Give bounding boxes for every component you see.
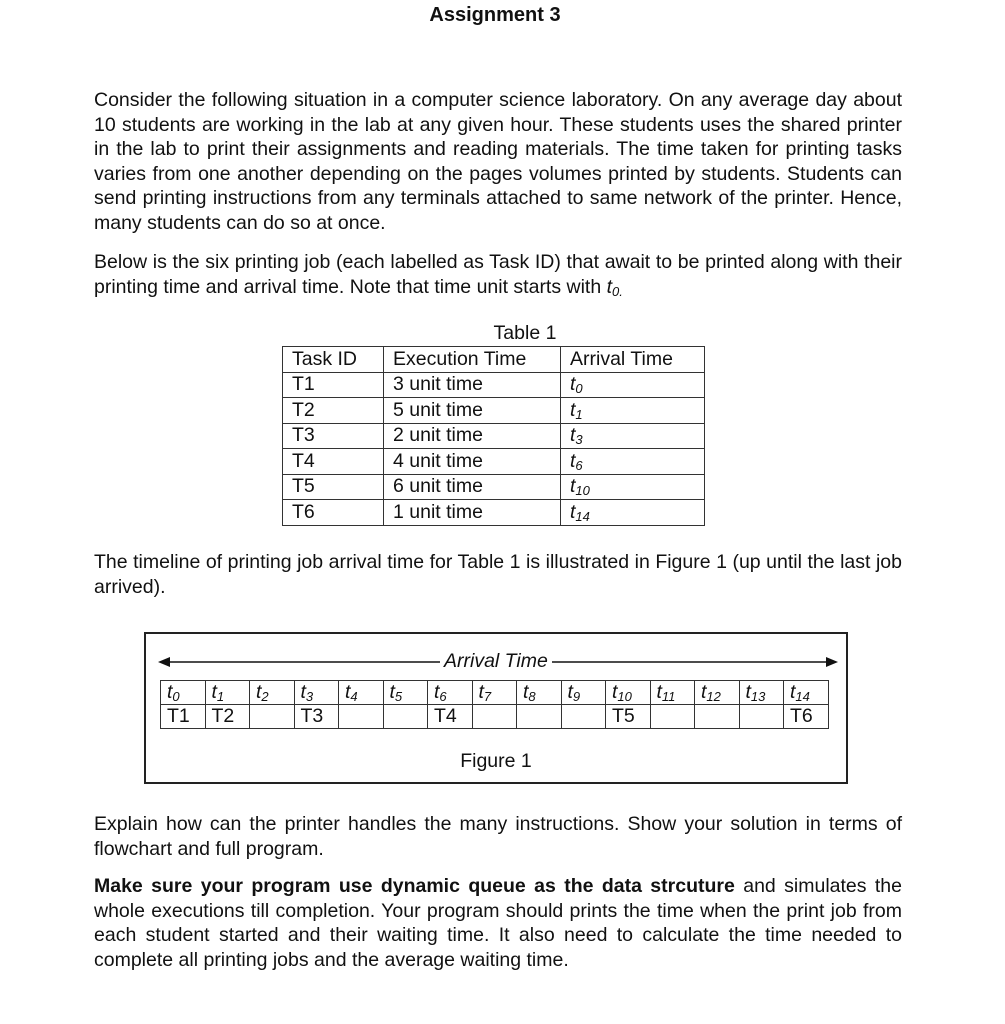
timeline-time-cell: $t_{13}$ bbox=[739, 681, 784, 705]
timeline-time-cell: $t_{11}$ bbox=[650, 681, 695, 705]
task-row bbox=[283, 500, 705, 526]
timeline-task-cell: T5 bbox=[606, 705, 651, 729]
axis-arrow-left bbox=[158, 657, 170, 667]
timeline-time-cell: $t_7$ bbox=[472, 681, 517, 705]
task-id-cell: T6 bbox=[283, 500, 384, 526]
timeline-time-cell: $t_9$ bbox=[561, 681, 606, 705]
task-id-cell: T4 bbox=[283, 449, 384, 475]
requirement-bold-text: Make sure your program use dynamic queue as the data strcuture bbox=[94, 875, 735, 897]
timeline-table bbox=[160, 680, 829, 729]
task-row bbox=[283, 398, 705, 424]
table1-caption: Table 1 bbox=[493, 322, 557, 344]
timeline-task-cell bbox=[383, 705, 428, 729]
execution-time-cell: 1 unit time bbox=[384, 500, 561, 526]
timeline-task-cell bbox=[695, 705, 740, 729]
task-id-cell: T2 bbox=[283, 398, 384, 424]
task-id-cell: T5 bbox=[283, 474, 384, 500]
timeline-task-cell bbox=[650, 705, 695, 729]
timeline-task-cell: T4 bbox=[428, 705, 473, 729]
timeline-task-cell bbox=[561, 705, 606, 729]
arrival-time-cell: $t_{10}$ bbox=[561, 474, 705, 500]
execution-time-cell: 5 unit time bbox=[384, 398, 561, 424]
requirement-rest-text: and simulates the whole executions till completion. Your program should prints the time when the print job from each student started and their waiting time. It also need to calculate the time needed to complete all printing jobs and the average waiting time. bbox=[94, 875, 902, 971]
axis-arrow-right bbox=[826, 657, 838, 667]
timeline-time-cell: $t_{10}$ bbox=[606, 681, 651, 705]
jobs-intro-t0: $t_{0.}$ bbox=[606, 275, 623, 299]
timeline-task-cell bbox=[472, 705, 517, 729]
intro-paragraph: Consider the following situation in a computer science laboratory. On any average day about 10 students are working in the lab at any given hour. These students uses the shared printer in the lab to print their assignments and reading materials. The time taken for printing tasks varies from one another depending on the pages volumes printed by students. Students can send printing instructions from any terminals attached to same network of the printer. Hence, many students can do so at once. bbox=[94, 89, 902, 234]
timeline-task-cell bbox=[517, 705, 562, 729]
timeline-time-cell: $t_6$ bbox=[428, 681, 473, 705]
jobs-intro-paragraph bbox=[94, 250, 902, 304]
axis-label: Arrival Time bbox=[440, 650, 552, 673]
timeline-time-cell: $t_5$ bbox=[383, 681, 428, 705]
timeline-task-cell bbox=[250, 705, 295, 729]
arrival-time-cell: $t_6$ bbox=[561, 449, 705, 475]
timeline-time-row bbox=[161, 681, 829, 705]
jobs-intro-text: Below is the six printing job (each labelled as Task ID) that await to be printed along with their printing time and arrival time. Note that time unit starts with bbox=[94, 251, 902, 298]
task-table-header-row bbox=[283, 347, 705, 373]
explain-paragraph: Explain how can the printer handles the many instructions. Show your solution in terms of flowchart and full program. bbox=[94, 813, 902, 860]
arrival-time-cell: $t_{14}$ bbox=[561, 500, 705, 526]
header-task-id: Task ID bbox=[283, 347, 384, 373]
task-id-cell: T1 bbox=[283, 372, 384, 398]
timeline-time-cell: $t_{14}$ bbox=[784, 681, 829, 705]
task-row bbox=[283, 372, 705, 398]
arrival-time-cell: $t_0$ bbox=[561, 372, 705, 398]
timeline-time-cell: $t_1$ bbox=[205, 681, 250, 705]
figure1-box bbox=[144, 632, 848, 784]
task-row bbox=[283, 423, 705, 449]
task-row bbox=[283, 449, 705, 475]
timeline-time-cell: $t_3$ bbox=[294, 681, 339, 705]
timeline-task-cell bbox=[339, 705, 384, 729]
timeline-task-row bbox=[161, 705, 829, 729]
timeline-task-cell: T3 bbox=[294, 705, 339, 729]
timeline-time-cell: $t_2$ bbox=[250, 681, 295, 705]
timeline-intro-paragraph: The timeline of printing job arrival time for Table 1 is illustrated in Figure 1 (up until the last job arrived). bbox=[94, 551, 902, 598]
task-row bbox=[283, 474, 705, 500]
execution-time-cell: 4 unit time bbox=[384, 449, 561, 475]
timeline-task-cell: T6 bbox=[784, 705, 829, 729]
timeline-task-cell: T2 bbox=[205, 705, 250, 729]
figure1-caption: Figure 1 bbox=[460, 750, 532, 772]
arrival-time-cell: $t_1$ bbox=[561, 398, 705, 424]
requirement-paragraph bbox=[94, 874, 902, 972]
timeline-time-cell: $t_4$ bbox=[339, 681, 384, 705]
header-arrival-time: Arrival Time bbox=[561, 347, 705, 373]
arrival-time-cell: $t_3$ bbox=[561, 423, 705, 449]
timeline-time-cell: $t_{12}$ bbox=[695, 681, 740, 705]
timeline-task-cell: T1 bbox=[161, 705, 206, 729]
timeline-time-cell: $t_0$ bbox=[161, 681, 206, 705]
timeline-task-cell bbox=[739, 705, 784, 729]
execution-time-cell: 6 unit time bbox=[384, 474, 561, 500]
task-id-cell: T3 bbox=[283, 423, 384, 449]
task-table bbox=[282, 346, 705, 526]
execution-time-cell: 2 unit time bbox=[384, 423, 561, 449]
execution-time-cell: 3 unit time bbox=[384, 372, 561, 398]
header-execution-time: Execution Time bbox=[384, 347, 561, 373]
page-title: Assignment 3 bbox=[429, 4, 561, 26]
timeline-time-cell: $t_8$ bbox=[517, 681, 562, 705]
